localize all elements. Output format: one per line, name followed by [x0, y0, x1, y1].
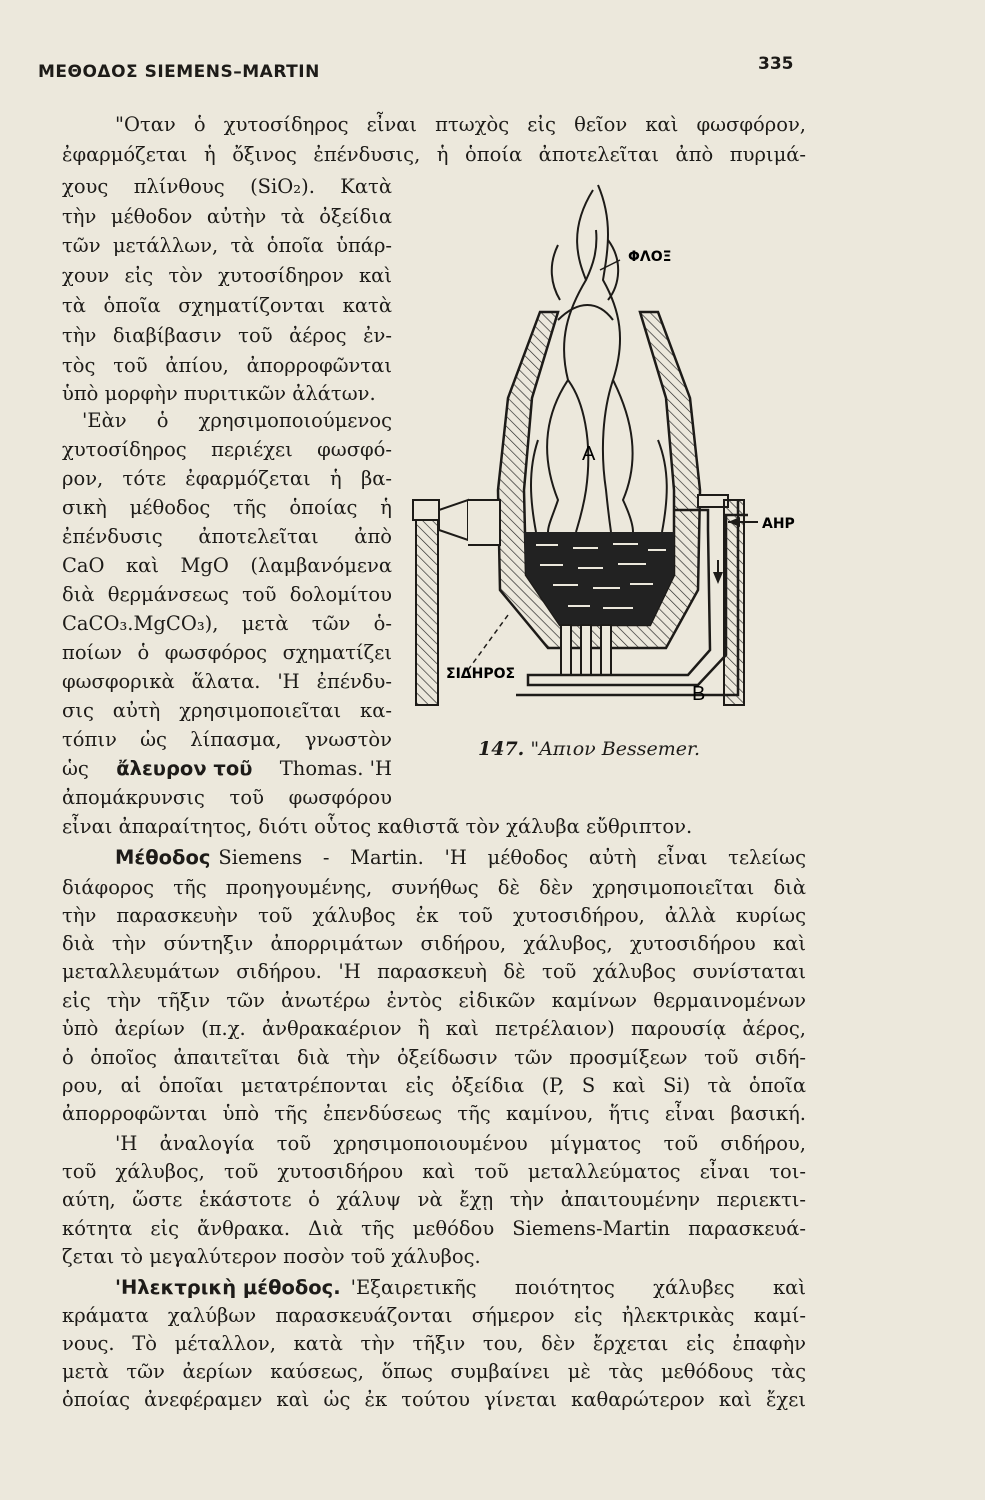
page-number: 335 — [758, 54, 794, 74]
text-line: "Οταν ὁ χυτοσίδηρος εἶναι πτωχὸς εἰς θεῖον καὶ φωσφόρον, — [115, 113, 806, 136]
text-line: τὰ ὁποῖα σχηματίζονται κατὰ — [62, 294, 392, 317]
chamber-b-label: Β — [692, 683, 706, 705]
text-line: εἰς τὴν τῆξιν τῶν ἀνωτέρω ἐντὸς εἰδικῶν καμίνων θερμαινομένων — [62, 989, 806, 1012]
text-line: ἀπορροφῶνται ὑπὸ τῆς ἐπενδύσεως τῆς καμίνου, ἥτις εἶναι βασική. — [62, 1102, 806, 1125]
text-line: ρου, αἱ ὁποῖαι μετατρέπονται εἰς ὀξείδια (P, S καὶ Si) τὰ ὁποῖα — [62, 1074, 806, 1097]
figure-caption — [478, 738, 700, 760]
text-line: ἀπομάκρυνσις τοῦ φωσφόρου — [62, 786, 392, 809]
text-line: κότητα εἰς ἄνθρακα. Διὰ τῆς μεθόδου Siemens-Martin παρασκευά- — [62, 1217, 806, 1240]
text-line: διὰ θερμάνσεως τοῦ δολομίτου — [62, 583, 392, 606]
text-line: τὴν διαβίβασιν τοῦ ἀέρος ἐν- — [62, 324, 392, 347]
text-line: σις αὐτὴ χρησιμοποιεῖται κα- — [62, 699, 392, 722]
bold-term: ἄλευρον τοῦ — [116, 757, 253, 780]
text-line: τῶν μετάλλων, τὰ ὁποῖα ὑπάρ- — [62, 234, 392, 257]
text-line: ἐφαρμόζεται ἡ ὄξινος ἐπένδυσις, ἡ ὁποία ἀποτελεῖται ἀπὸ πυριμά- — [62, 143, 806, 166]
bessemer-converter-diagram — [408, 170, 808, 725]
chamber-a-label: Α — [582, 443, 596, 465]
text-line: ἐπένδυσις ἀποτελεῖται ἀπὸ — [62, 525, 392, 548]
text-line: ὑπὸ μορφὴν πυριτικῶν ἀλάτων. — [62, 382, 376, 405]
text-fragment: Thomas. 'Η — [279, 757, 392, 780]
figure-caption-text: "Απιον Bessemer. — [530, 738, 701, 760]
text-line: 'Εὰν ὁ χρησιμοποιούμενος — [82, 409, 392, 432]
figure-number: 147. — [478, 738, 525, 760]
text-line: διὰ τὴν σύντηξιν ἀπορριμάτων σιδήρου, χάλυβος, χυτοσιδήρου καὶ — [62, 932, 806, 955]
text-line: 'Η ἀναλογία τοῦ χρησιμοποιουμένου μίγματος τοῦ σιδήρου, — [115, 1132, 806, 1155]
text-line: μετὰ τῶν ἀερίων καύσεως, ὅπως συμβαίνει μὲ τὰς μεθόδους τὰς — [62, 1360, 806, 1383]
text-line: τὴν μέθοδον αὐτὴν τὰ ὀξείδια — [62, 205, 392, 228]
text-line: ὁ ὁποῖος ἀπαιτεῖται διὰ τὴν ὀξείδωσιν τῶν προσμίξεων τοῦ σιδή- — [62, 1046, 806, 1069]
text-line: χυτοσίδηρος περιέχει φωσφό- — [62, 438, 392, 461]
text-line — [115, 1278, 806, 1298]
text-line: τοῦ χάλυβος, τοῦ χυτοσιδήρου καὶ τοῦ μεταλλεύματος εἶναι τοι- — [62, 1160, 806, 1183]
text-line: αύτη, ὥστε ἑκάστοτε ὁ χάλυψ νὰ ἔχῃ τὴν ἀπαιτουμένην περιεκτι- — [62, 1188, 806, 1211]
bessemer-converter-figure — [408, 170, 808, 725]
left-stand — [416, 520, 438, 705]
right-stand — [724, 500, 744, 705]
text-line: κράματα χαλύβων παρασκευάζονται σήμερον εἰς ἠλεκτρικὰς καμί- — [62, 1304, 806, 1327]
air-label: ΑΗΡ — [762, 516, 795, 532]
text-line: εἶναι ἀπαραίτητος, διότι οὗτος καθιστᾶ τὸν χάλυβα εὔθριπτον. — [62, 815, 693, 838]
text-line: CaO καὶ MgO (λαμβανόμενα — [62, 554, 392, 577]
text-line: τόπιν ὡς λίπασμα, γνωστὸν — [62, 728, 392, 751]
text-line: ὁποίας ἀνεφέραμεν καὶ ὡς ἐκ τούτου γίνεται καθαρώτερον καὶ ἔχει — [62, 1388, 806, 1411]
text-line: διάφορος τῆς προηγουμένης, συνήθως δὲ δὲν χρησιμοποιεῖται διὰ — [62, 876, 806, 899]
text-line: σικὴ μέθοδος τῆς ὁποίας ἡ — [62, 496, 392, 519]
text-line: ποίων ὁ φωσφόρος σχηματίζει — [62, 641, 392, 664]
text-line: φωσφορικὰ ἅλατα. 'Η ἐπένδυ- — [62, 670, 392, 693]
section-heading-siemens: Μέθοδος — [115, 846, 211, 869]
running-head: ΜΕΘΟΔΟΣ SIEMENS–MARTIN — [38, 62, 320, 82]
text-line: χους πλίνθους (SiO₂). Κατὰ — [62, 175, 392, 198]
text-fragment: Siemens - Martin. 'Η μέθοδος αὐτὴ εἶναι τελείως — [218, 846, 806, 869]
iron-label: ΣΙΔΗΡΟΣ — [446, 666, 516, 682]
text-line — [115, 848, 806, 868]
flame-label: ΦΛΟΞ — [628, 249, 672, 265]
text-line — [62, 759, 392, 779]
text-line: ὑπὸ ἀερίων (π.χ. ἀνθρακαέριον ἢ καὶ πετρέλαιον) παρουσίᾳ ἀέρος, — [62, 1017, 806, 1040]
text-fragment: ὡς — [62, 757, 89, 780]
text-line: τὴν παρασκευὴν τοῦ χάλυβος ἐκ τοῦ χυτοσιδήρου, ἀλλὰ κυρίως — [62, 904, 806, 927]
text-fragment: 'Εξαιρετικῆς ποιότητος χάλυβες καὶ — [350, 1276, 806, 1299]
text-line: ζεται τὸ μεγαλύτερον ποσὸν τοῦ χάλυβος. — [62, 1245, 481, 1268]
text-line: μεταλλευμάτων σιδήρου. 'Η παρασκευὴ δὲ τοῦ χάλυβος συνίσταται — [62, 960, 806, 983]
section-heading-electric: 'Ηλεκτρικὴ μέθοδος. — [115, 1276, 341, 1299]
text-line: χουν εἰς τὸν χυτοσίδηρον καὶ — [62, 264, 392, 287]
tuyeres — [561, 625, 611, 675]
flame-drawing — [531, 185, 667, 532]
text-line: ρον, τότε ἐφαρμόζεται ἡ βα- — [62, 467, 392, 490]
text-line: CaCO₃.MgCO₃), μετὰ τῶν ὁ- — [62, 612, 392, 635]
text-line: τὸς τοῦ ἀπίου, ἀπορροφῶνται — [62, 354, 392, 377]
text-line: νους. Τὸ μέταλλον, κατὰ τὴν τῆξιν του, δὲν ἔρχεται εἰς ἐπαφὴν — [62, 1332, 806, 1355]
